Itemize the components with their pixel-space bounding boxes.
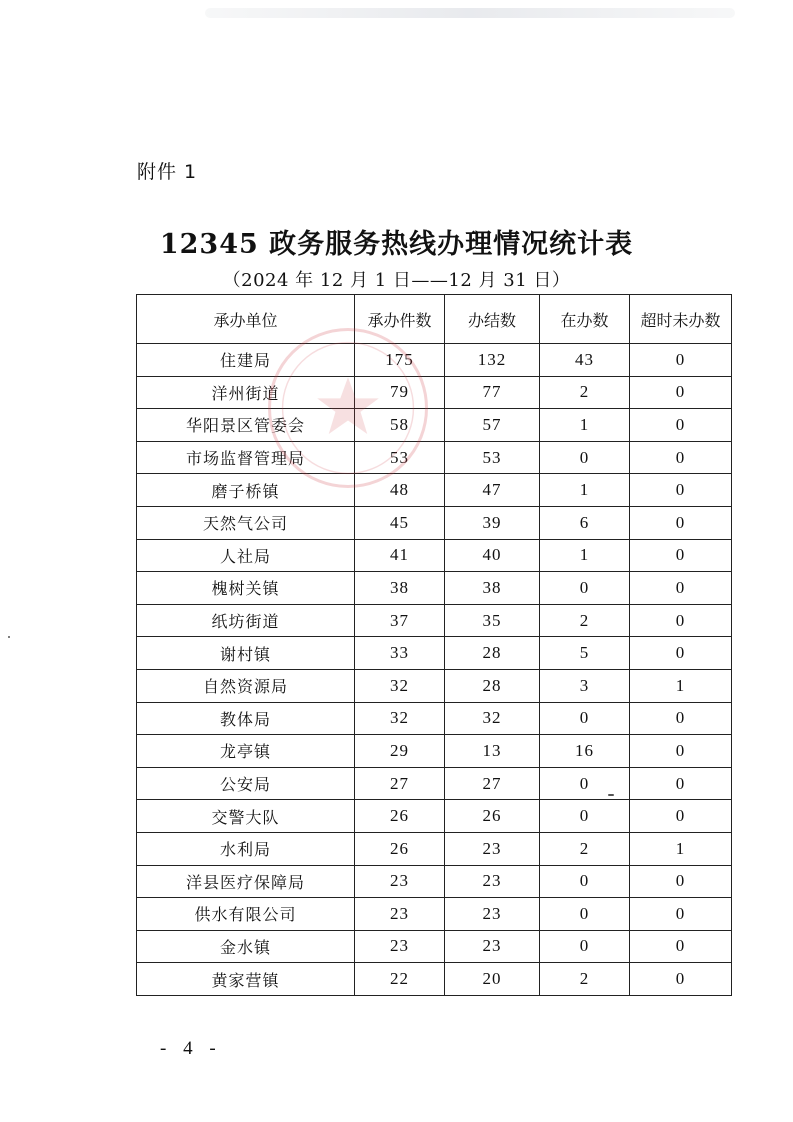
in-progress-cell: 0: [540, 702, 630, 735]
attachment-label: 附件 1: [137, 161, 198, 183]
received-cell: 37: [355, 604, 445, 637]
table-row: [137, 474, 732, 507]
unit-cell: 洋县医疗保障局: [137, 865, 355, 898]
scan-speck: [608, 794, 614, 796]
received-cell: 33: [355, 637, 445, 670]
unit-cell: 槐树关镇: [137, 572, 355, 605]
overdue-cell: 0: [630, 800, 732, 833]
completed-cell: 77: [445, 376, 540, 409]
received-cell: 175: [355, 344, 445, 377]
table-row: [137, 506, 732, 539]
in-progress-cell: 1: [540, 539, 630, 572]
in-progress-cell: 16: [540, 735, 630, 768]
table-row: [137, 344, 732, 377]
table-row: [137, 898, 732, 931]
completed-cell: 53: [445, 441, 540, 474]
date-range: （2024 年 12 月 1 日——12 月 31 日）: [222, 270, 571, 291]
unit-cell: 纸坊街道: [137, 604, 355, 637]
table-row: [137, 963, 732, 996]
completed-cell: 38: [445, 572, 540, 605]
table-body: [137, 344, 732, 996]
overdue-cell: 1: [630, 669, 732, 702]
in-progress-cell: 0: [540, 800, 630, 833]
overdue-cell: 0: [630, 344, 732, 377]
table-row: [137, 539, 732, 572]
completed-cell: 47: [445, 474, 540, 507]
unit-cell: 交警大队: [137, 800, 355, 833]
in-progress-cell: 0: [540, 572, 630, 605]
received-cell: 26: [355, 832, 445, 865]
table-row: [137, 376, 732, 409]
overdue-cell: 0: [630, 865, 732, 898]
completed-cell: 39: [445, 506, 540, 539]
received-cell: 45: [355, 506, 445, 539]
completed-cell: 28: [445, 669, 540, 702]
unit-cell: 自然资源局: [137, 669, 355, 702]
in-progress-cell: 2: [540, 832, 630, 865]
overdue-cell: 0: [630, 539, 732, 572]
completed-cell: 27: [445, 767, 540, 800]
received-cell: 29: [355, 735, 445, 768]
unit-cell: 公安局: [137, 767, 355, 800]
overdue-cell: 0: [630, 963, 732, 996]
overdue-cell: 0: [630, 572, 732, 605]
unit-cell: 人社局: [137, 539, 355, 572]
completed-cell: 13: [445, 735, 540, 768]
overdue-cell: 0: [630, 376, 732, 409]
table-row: [137, 637, 732, 670]
statistics-table: [136, 294, 732, 996]
received-cell: 48: [355, 474, 445, 507]
page-number: - 4 -: [160, 1038, 222, 1059]
in-progress-cell: 43: [540, 344, 630, 377]
overdue-cell: 0: [630, 604, 732, 637]
unit-cell: 龙亭镇: [137, 735, 355, 768]
header-received: 承办件数: [355, 295, 445, 344]
completed-cell: 23: [445, 832, 540, 865]
table-row: [137, 441, 732, 474]
completed-cell: 32: [445, 702, 540, 735]
received-cell: 32: [355, 702, 445, 735]
table-row: [137, 767, 732, 800]
received-cell: 32: [355, 669, 445, 702]
in-progress-cell: 0: [540, 767, 630, 800]
document-title: 12345 政务服务热线办理情况统计表: [159, 229, 634, 260]
overdue-cell: 0: [630, 637, 732, 670]
in-progress-cell: 0: [540, 441, 630, 474]
in-progress-cell: 0: [540, 865, 630, 898]
in-progress-cell: 2: [540, 604, 630, 637]
overdue-cell: 0: [630, 409, 732, 442]
unit-cell: 黄家营镇: [137, 963, 355, 996]
header-in-progress: 在办数: [540, 295, 630, 344]
completed-cell: 35: [445, 604, 540, 637]
overdue-cell: 0: [630, 702, 732, 735]
completed-cell: 132: [445, 344, 540, 377]
table-row: [137, 832, 732, 865]
table-row: [137, 865, 732, 898]
received-cell: 27: [355, 767, 445, 800]
received-cell: 26: [355, 800, 445, 833]
unit-cell: 市场监督管理局: [137, 441, 355, 474]
received-cell: 22: [355, 963, 445, 996]
table-row: [137, 409, 732, 442]
unit-cell: 天然气公司: [137, 506, 355, 539]
unit-cell: 谢村镇: [137, 637, 355, 670]
in-progress-cell: 6: [540, 506, 630, 539]
header-completed: 办结数: [445, 295, 540, 344]
received-cell: 53: [355, 441, 445, 474]
completed-cell: 23: [445, 898, 540, 931]
received-cell: 58: [355, 409, 445, 442]
received-cell: 23: [355, 898, 445, 931]
overdue-cell: 0: [630, 930, 732, 963]
in-progress-cell: 0: [540, 898, 630, 931]
in-progress-cell: 2: [540, 963, 630, 996]
completed-cell: 40: [445, 539, 540, 572]
completed-cell: 23: [445, 865, 540, 898]
completed-cell: 20: [445, 963, 540, 996]
unit-cell: 供水有限公司: [137, 898, 355, 931]
overdue-cell: 0: [630, 767, 732, 800]
completed-cell: 57: [445, 409, 540, 442]
overdue-cell: 0: [630, 898, 732, 931]
unit-cell: 住建局: [137, 344, 355, 377]
received-cell: 79: [355, 376, 445, 409]
table-row: [137, 735, 732, 768]
in-progress-cell: 5: [540, 637, 630, 670]
in-progress-cell: 0: [540, 930, 630, 963]
in-progress-cell: 1: [540, 474, 630, 507]
overdue-cell: 0: [630, 441, 732, 474]
header-overdue: 超时未办数: [630, 295, 732, 344]
unit-cell: 洋州街道: [137, 376, 355, 409]
scan-speck: [8, 636, 10, 638]
completed-cell: 23: [445, 930, 540, 963]
completed-cell: 28: [445, 637, 540, 670]
overdue-cell: 0: [630, 506, 732, 539]
table-row: [137, 800, 732, 833]
table-row: [137, 669, 732, 702]
completed-cell: 26: [445, 800, 540, 833]
header-unit: 承办单位: [137, 295, 355, 344]
unit-cell: 磨子桥镇: [137, 474, 355, 507]
received-cell: 38: [355, 572, 445, 605]
table-row: [137, 572, 732, 605]
in-progress-cell: 2: [540, 376, 630, 409]
unit-cell: 教体局: [137, 702, 355, 735]
table-row: [137, 930, 732, 963]
received-cell: 23: [355, 930, 445, 963]
table-row: [137, 604, 732, 637]
overdue-cell: 1: [630, 832, 732, 865]
table-row: [137, 702, 732, 735]
unit-cell: 金水镇: [137, 930, 355, 963]
in-progress-cell: 3: [540, 669, 630, 702]
unit-cell: 水利局: [137, 832, 355, 865]
overdue-cell: 0: [630, 735, 732, 768]
scan-artifact: [205, 8, 735, 18]
in-progress-cell: 1: [540, 409, 630, 442]
table-header-row: [137, 295, 732, 344]
overdue-cell: 0: [630, 474, 732, 507]
received-cell: 23: [355, 865, 445, 898]
received-cell: 41: [355, 539, 445, 572]
unit-cell: 华阳景区管委会: [137, 409, 355, 442]
